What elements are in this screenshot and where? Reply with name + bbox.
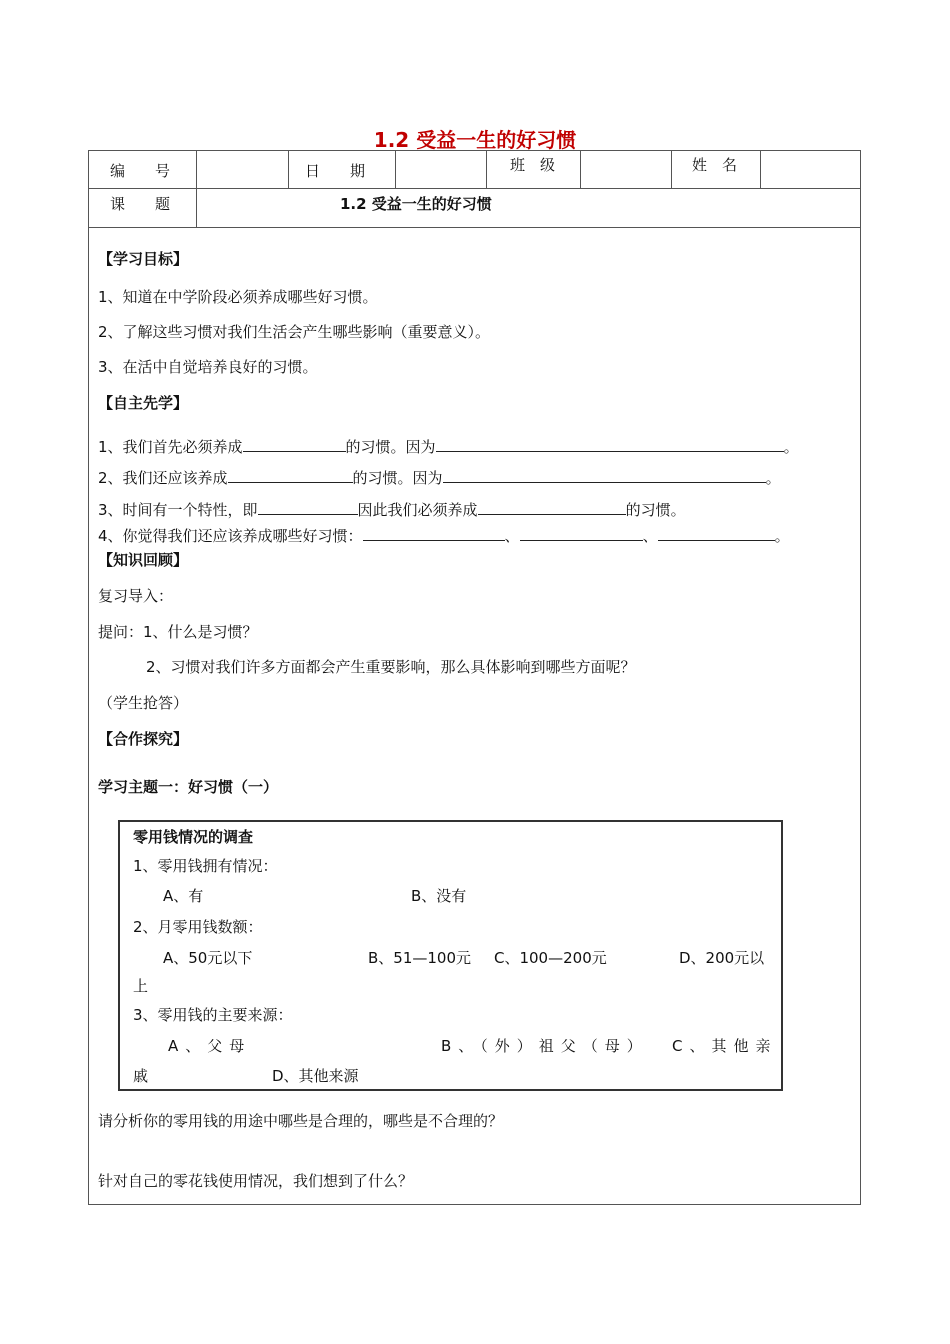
topic-value: 1.2 受益一生的好习惯	[340, 195, 492, 213]
survey-question: 2、月零用钱数额：	[133, 918, 263, 936]
survey-option[interactable]: B、51—100元	[368, 949, 472, 967]
goal-item: 2、了解这些习惯对我们生活会产生哪些影响（重要意义）。	[98, 323, 491, 341]
survey-option[interactable]: B、没有	[411, 887, 467, 905]
topic-label: 课 题	[110, 195, 171, 213]
preview-question-3	[98, 499, 686, 520]
survey-option[interactable]: D、200元以	[679, 949, 765, 967]
survey-option[interactable]: A、有	[163, 887, 204, 905]
column-divider	[760, 150, 761, 188]
separator: 、	[642, 527, 658, 545]
column-divider	[196, 150, 197, 227]
column-divider	[671, 150, 672, 188]
survey-question: 1、零用钱拥有情况：	[133, 857, 278, 875]
survey-question: 3、零用钱的主要来源：	[133, 1006, 293, 1024]
preview-question-2	[98, 467, 781, 488]
cooperate-heading: 【合作探究】	[98, 730, 189, 748]
question-text: 的习惯。因为	[345, 438, 436, 456]
number-label: 编 号	[110, 162, 171, 180]
name-label: 姓 名	[692, 156, 738, 174]
preview-heading: 【自主先学】	[98, 394, 189, 412]
answer-blank[interactable]	[658, 525, 775, 541]
question-text: 。	[774, 527, 790, 545]
question-text: 的习惯。	[625, 501, 686, 519]
question-text: 因此我们必须养成	[357, 501, 478, 519]
column-divider	[395, 150, 396, 188]
column-divider	[288, 150, 289, 188]
review-intro: 复习导入：	[98, 587, 174, 605]
answer-blank[interactable]	[258, 499, 358, 515]
answer-blank[interactable]	[478, 499, 626, 515]
goal-item: 3、在活中自觉培养良好的习惯。	[98, 358, 318, 376]
question-text: 。	[765, 469, 781, 487]
analysis-question: 请分析你的零用钱的用途中哪些是合理的，哪些是不合理的？	[98, 1112, 504, 1130]
survey-title: 零用钱情况的调查	[133, 828, 254, 846]
page-title: 1.2 受益一生的好习惯	[373, 128, 577, 152]
answer-blank[interactable]	[443, 467, 766, 483]
separator: 、	[504, 527, 520, 545]
survey-option[interactable]: D、其他来源	[272, 1067, 359, 1085]
answer-blank[interactable]	[363, 525, 505, 541]
review-question: 提问：1、什么是习惯？	[98, 623, 258, 641]
question-text: 。	[783, 438, 799, 456]
survey-option[interactable]: A、50元以下	[163, 949, 253, 967]
answer-blank[interactable]	[436, 436, 784, 452]
row-divider	[88, 227, 861, 228]
row-divider	[88, 188, 861, 189]
survey-option[interactable]: B、（外）祖父（母）	[441, 1037, 649, 1055]
answer-blank[interactable]	[228, 467, 353, 483]
survey-option[interactable]: C、100—200元	[494, 949, 607, 967]
class-label: 班 级	[510, 156, 556, 174]
reflection-question: 针对自己的零花钱使用情况，我们想到了什么？	[98, 1172, 414, 1190]
column-divider	[486, 150, 487, 188]
survey-option-continuation: 上	[133, 977, 149, 995]
question-text: 2、我们还应该养成	[98, 469, 228, 487]
goals-heading: 【学习目标】	[98, 250, 189, 268]
date-label: 日 期	[305, 162, 366, 180]
question-text: 1、我们首先必须养成	[98, 438, 243, 456]
review-question: 2、习惯对我们许多方面都会产生重要影响，那么具体影响到哪些方面呢？	[146, 658, 636, 676]
theme-heading: 学习主题一：好习惯（一）	[98, 778, 279, 796]
preview-question-4	[98, 525, 790, 546]
survey-option[interactable]: C、其他亲	[672, 1037, 778, 1055]
column-divider	[580, 150, 581, 188]
goal-item: 1、知道在中学阶段必须养成哪些好习惯。	[98, 288, 378, 306]
answer-blank[interactable]	[520, 525, 643, 541]
question-text: 3、时间有一个特性，即	[98, 501, 258, 519]
survey-option-continuation: 戚	[133, 1067, 149, 1085]
answer-blank[interactable]	[243, 436, 346, 452]
question-text: 的习惯。因为	[352, 469, 443, 487]
survey-option[interactable]: A、父母	[168, 1037, 252, 1055]
review-note: （学生抢答）	[98, 694, 189, 712]
question-text: 4、你觉得我们还应该养成哪些好习惯：	[98, 527, 363, 545]
preview-question-1	[98, 436, 799, 457]
review-heading: 【知识回顾】	[98, 551, 189, 569]
